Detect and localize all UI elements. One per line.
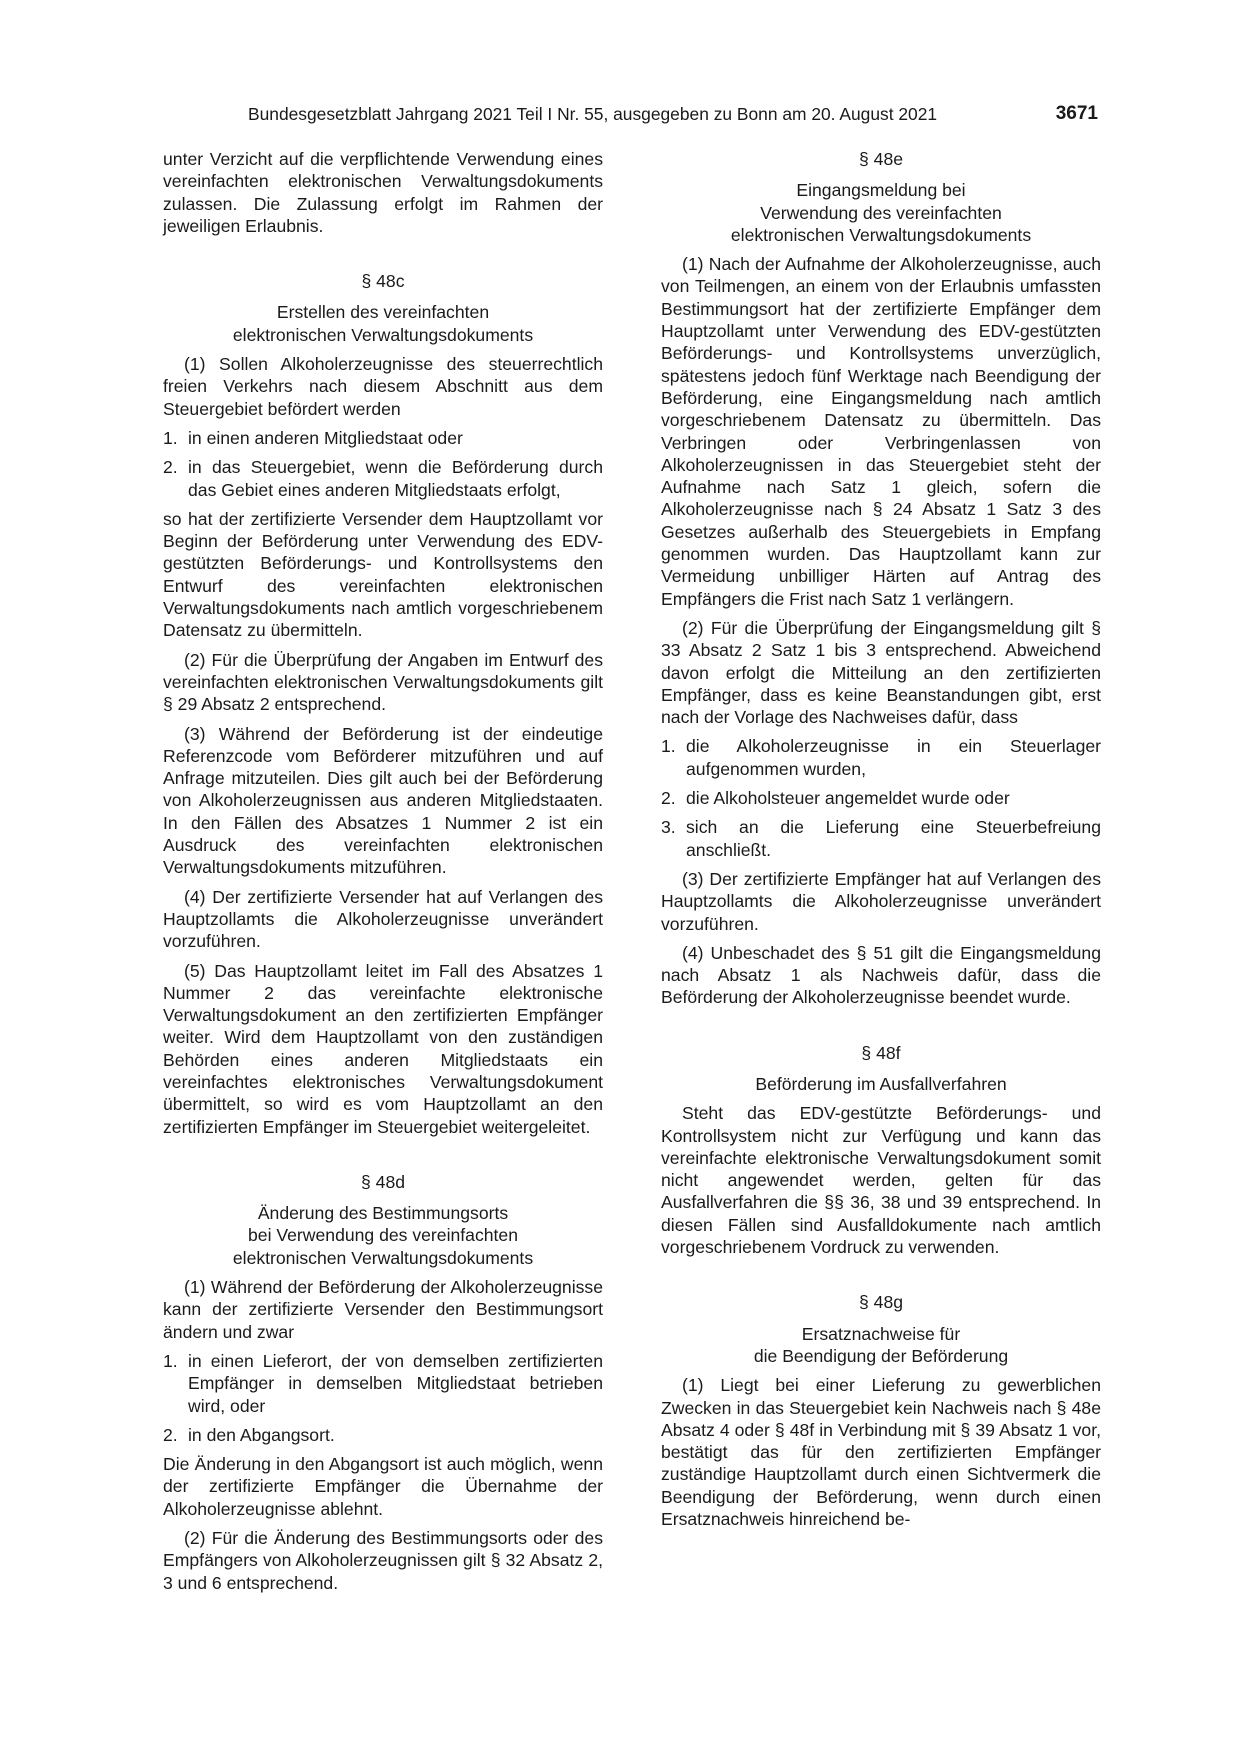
list-item: 1. die Alkoholerzeugnisse in ein Steuerlager aufgenommen wurden, <box>661 736 1101 779</box>
paragraph: (1) Sollen Alkoholerzeugnisse des steuerrechtlich freien Verkehrs nach diesem Abschnitt aus dem Steuergebiet befördert werden <box>163 354 603 419</box>
section-48e-heading: Eingangsmeldung bei Verwendung des vereinfachten elektronischen Verwaltungsdokuments <box>730 180 1032 245</box>
section-48c-heading: Erstellen des vereinfachten elektronischen Verwaltungsdokuments <box>232 302 534 345</box>
gazette-title: Bundesgesetzblatt Jahrgang 2021 Teil I Nr. 55, ausgegeben zu Bonn am 20. August 2021 <box>248 104 938 124</box>
paragraph: (1) Liegt bei einer Lieferung zu gewerblichen Zwecken in das Steuergebiet kein Nachweis nach § 48e Absatz 4 oder § 48f in Verbindung mit § 39 Absatz 1 vor, bestätigt das für den zertifizierten Empfänger zuständige Hauptzollamt durch einen Sichtvermerk die Beendigung der Beförderung, wenn durch einen Ersatznachweis hinreichend be- <box>661 1375 1101 1530</box>
paragraph: (1) Während der Beförderung der Alkoholerzeugnisse kann der zertifizierte Versender den Bestimmungsort ändern und zwar <box>163 1277 603 1342</box>
paragraph: (1) Nach der Aufnahme der Alkoholerzeugnisse, auch von Teilmengen, an einem von der Erlaubnis umfassten Bestimmungsort hat der zertifizierte Empfänger dem Hauptzollamt unter Verwendung des EDV-gestützten Beförderungs- und Kontrollsystems unverzüglich, spätestens jedoch fünf Werktage nach Beendigung der Beförderung, eine Eingangsmeldung nach amtlich vorgeschriebenem Datensatz zu übermitteln. Das Verbringen oder Verbringenlassen von Alkoholerzeugnissen in das Steuergebiet steht der Aufnahme nach Satz 1 gleich, sofern die Alkoholerzeugnisse nach § 24 Absatz 1 Satz 3 des Gesetzes außerhalb des Steuergebiets in Empfang genommen wurden. Das Hauptzollamt kann zur Vermeidung unbilliger Härten auf Antrag des Empfängers die Frist nach Satz 1 verlängern. <box>661 254 1101 609</box>
section-48c-number: § 48c <box>361 271 405 292</box>
paragraph: (4) Unbeschadet des § 51 gilt die Eingangsmeldung nach Absatz 1 als Nachweis dafür, dass die Beförderung der Alkoholerzeugnisse beendet wurde. <box>661 942 1101 1008</box>
section-48d-number: § 48d <box>360 1171 406 1192</box>
section-48g-number: § 48g <box>858 1292 904 1313</box>
list-item: 2. die Alkoholsteuer angemeldet wurde oder <box>661 788 1010 809</box>
section-48e-number: § 48e <box>858 149 904 169</box>
list-item: 3. sich an die Lieferung eine Steuerbefreiung anschließt. <box>661 817 1101 860</box>
paragraph: (2) Für die Änderung des Bestimmungsorts oder des Empfängers von Alkoholerzeugnissen gilt § 32 Absatz 2, 3 und 6 entsprechend. <box>163 1528 603 1593</box>
section-48f-heading: Beförderung im Ausfallverfahren <box>755 1073 1007 1094</box>
list-item: 1. in einen Lieferort, der von demselben zertifizierten Empfänger in demselben Mitgliedstaat betrieben wird, oder <box>163 1350 603 1416</box>
paragraph: Steht das EDV-gestützte Beförderungs- und Kontrollsystem nicht zur Verfügung und kann das vereinfachte elektronische Verwaltungsdokument somit nicht angewendet werden, gelten für das Ausfallverfahren die §§ 36, 38 und 39 entsprechend. In diesen Fällen sind Ausfalldokumente nach amtlich vorgeschriebenem Vordruck zu verwenden. <box>661 1103 1101 1258</box>
right-column <box>661 148 1101 1530</box>
paragraph: (3) Der zertifizierte Empfänger hat auf Verlangen des Hauptzollamts die Alkoholerzeugnisse unverändert vorzuführen. <box>661 868 1101 934</box>
paragraph: so hat der zertifizierte Versender dem Hauptzollamt vor Beginn der Beförderung unter Verwendung des EDV-gestützten Beförderungs- und Kontrollsystems den Entwurf des vereinfachten elektronischen Verwaltungsdokuments nach amtlich vorgeschriebenem Datensatz zu übermitteln. <box>163 508 603 641</box>
paragraph: (3) Während der Beförderung ist der eindeutige Referenzcode vom Beförderer mitzuführen und auf Anfrage mitzuteilen. Dies gilt auch bei der Beförderung von Alkoholerzeugnissen aus anderen Mitgliedstaaten. In den Fällen des Absatzes 1 Nummer 2 ist ein Ausdruck des vereinfachten elektronischen Verwaltungsdokuments mitzuführen. <box>163 723 603 878</box>
paragraph: (2) Für die Überprüfung der Eingangsmeldung gilt § 33 Absatz 2 Satz 1 bis 3 entsprechend. Abweichend davon erfolgt die Mitteilung an den zertifizierten Empfänger, dass es keine Beanstandungen gibt, erst nach der Vorlage des Nachweises dafür, dass <box>661 617 1101 728</box>
section-48d-heading: Änderung des Bestimmungsorts bei Verwendung des vereinfachten elektronischen Verwaltungsdokuments <box>232 1203 534 1268</box>
section-48g-heading: Ersatznachweise für die Beendigung der Beförderung <box>753 1323 1009 1366</box>
paragraph-intro: unter Verzicht auf die verpflichtende Verwendung eines vereinfachten elektronischen Verwaltungsdokuments zulassen. Die Zulassung erfolgt im Rahmen der jeweiligen Erlaubnis. <box>163 149 603 236</box>
paragraph: Die Änderung in den Abgangsort ist auch möglich, wenn der zertifizierte Empfänger die Übernahme der Alkoholerzeugnisse ablehnt. <box>163 1454 603 1519</box>
running-header <box>163 100 1098 128</box>
left-column <box>163 148 603 1594</box>
paragraph: (2) Für die Überprüfung der Angaben im Entwurf des vereinfachten elektronischen Verwaltungsdokuments gilt § 29 Absatz 2 entsprechend. <box>163 649 603 715</box>
list-item: 1. in einen anderen Mitgliedstaat oder <box>163 427 463 448</box>
section-48f-number: § 48f <box>861 1042 901 1063</box>
paragraph: (4) Der zertifizierte Versender hat auf Verlangen des Hauptzollamts die Alkoholerzeugnisse unverändert vorzuführen. <box>163 886 603 952</box>
page-number: 3671 <box>1055 103 1098 124</box>
list-item: 2. in den Abgangsort. <box>163 1424 335 1445</box>
paragraph: (5) Das Hauptzollamt leitet im Fall des Absatzes 1 Nummer 2 das vereinfachte elektronische Verwaltungsdokument an den zertifizierten Empfänger weiter. Wird dem Hauptzollamt von den zuständigen Behörden eines anderen Mitgliedstaats ein vereinfachtes elektronisches Verwaltungsdokument übermittelt, so wird es vom Hauptzollamt an den zertifizierten Empfänger im Steuergebiet weitergeleitet. <box>163 960 603 1137</box>
list-item: 2. in das Steuergebiet, wenn die Beförderung durch das Gebiet eines anderen Mitgliedstaats erfolgt, <box>163 457 603 500</box>
